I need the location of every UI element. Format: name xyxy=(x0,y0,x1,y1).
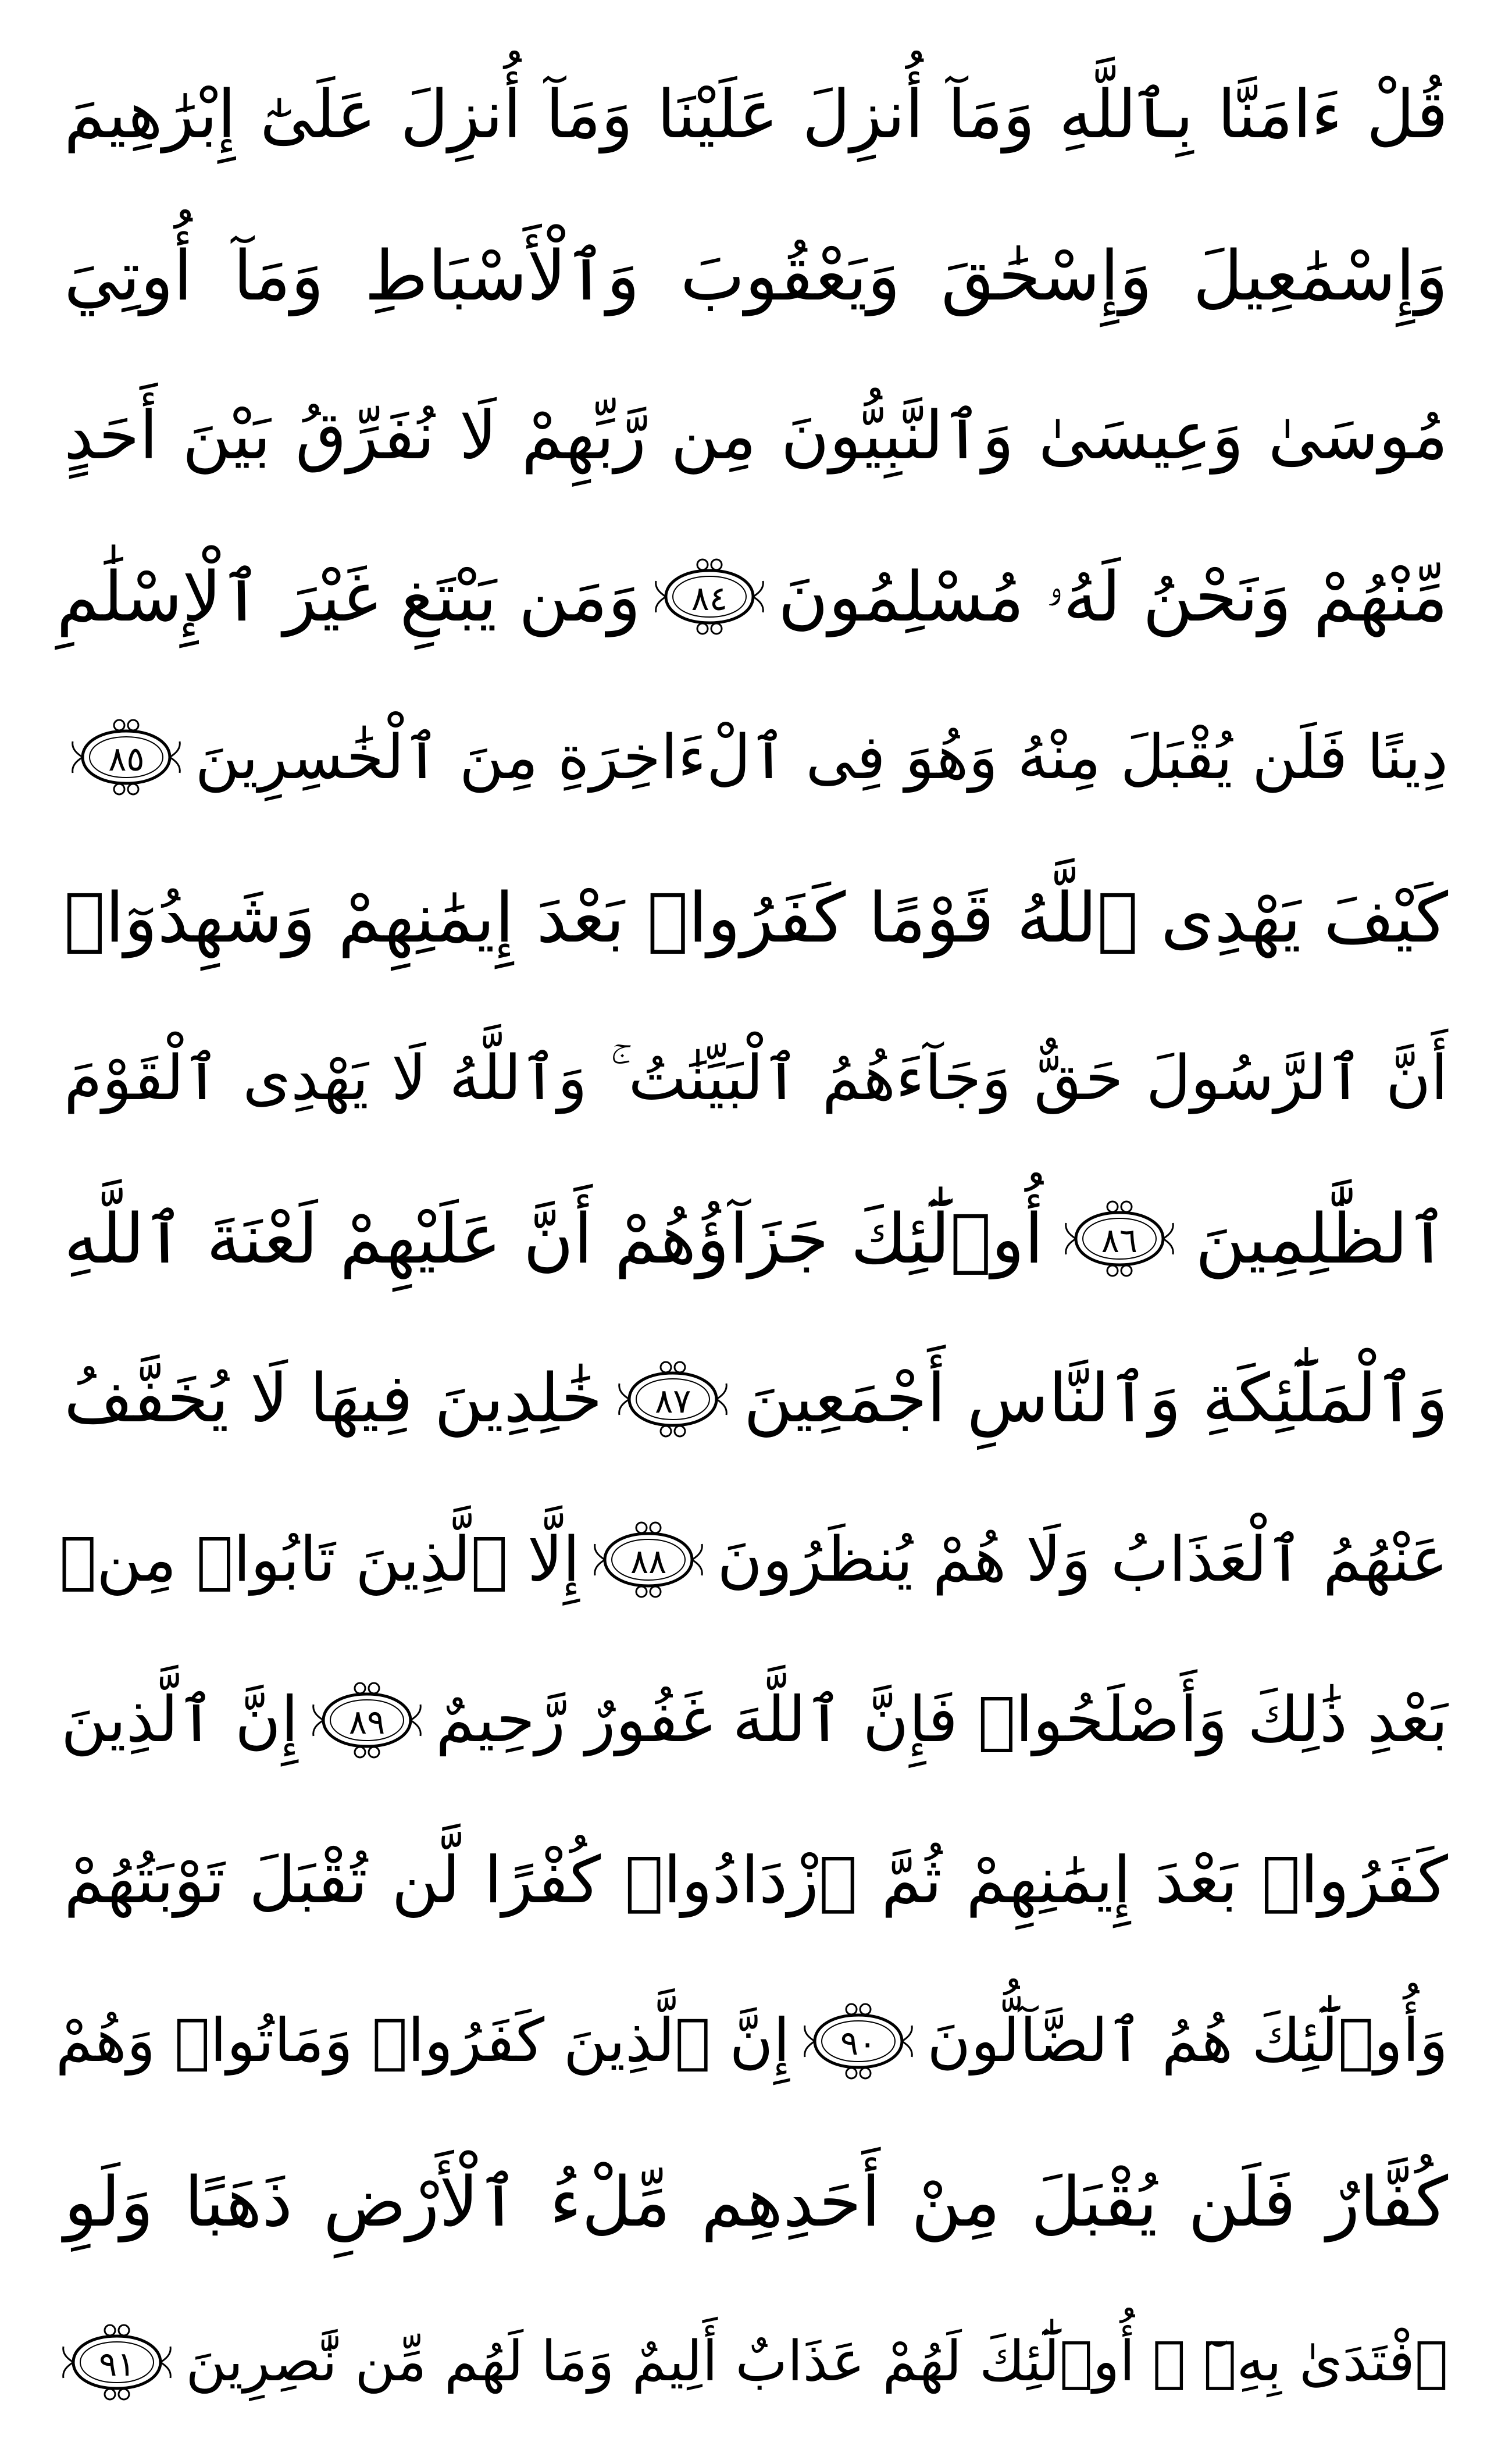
ayah-end-marker xyxy=(1061,1195,1178,1282)
verse-text: إِنَّ ٱلَّذِينَ كَفَرُوا۟ وَمَاتُوا۟ وَهُمْ xyxy=(55,2006,790,2076)
verse-text: عَنْهُمُ ٱلْعَذَابُ وَلَا هُمْ يُنظَرُونَ xyxy=(717,1523,1448,1596)
verse-text: ٱفْتَدَىٰ بِهِۦٓ ۗ أُو۟لَٰٓئِكَ لَهُمْ عَذَابٌ أَلِيمٌ وَمَا لَهُم مِّن نَّٰصِرِينَ xyxy=(186,2330,1448,2394)
verse-line xyxy=(64,1158,1448,1319)
verse-line xyxy=(59,1479,1448,1640)
verse-line xyxy=(64,677,1448,837)
ayah-number: ٨٩ xyxy=(348,1702,386,1742)
verse-text: إِنَّ ٱلَّذِينَ xyxy=(60,1684,299,1757)
verse-line xyxy=(64,356,1448,516)
verse-line xyxy=(60,1640,1448,1800)
ayah-number: ٨٦ xyxy=(1101,1221,1138,1260)
verse-text: كَيْفَ يَهْدِى ٱللَّهُ قَوْمًا كَفَرُوا۟ بَعْدَ إِيمَٰنِهِمْ وَشَهِدُوٓا۟ xyxy=(64,878,1448,958)
ayah-end-marker xyxy=(615,1356,731,1443)
verse-line xyxy=(64,998,1448,1158)
ayah-number: ٩٠ xyxy=(840,2023,877,2063)
verse-line xyxy=(64,1319,1448,1479)
verse-line xyxy=(64,35,1448,195)
verse-text: إِلَّا ٱلَّذِينَ تَابُوا۟ مِنۢ xyxy=(59,1523,580,1596)
verse-line xyxy=(64,2121,1448,2282)
verse-text: كَفَرُوا۟ بَعْدَ إِيمَٰنِهِمْ ثُمَّ ٱزْدَادُوا۟ كُفْرًا لَّن تُقْبَلَ تَوْبَتُهُمْ xyxy=(64,1842,1448,1918)
verse-text: قُلْ ءَامَنَّا بِٱللَّهِ وَمَآ أُنزِلَ عَلَيْنَا وَمَآ أُنزِلَ عَلَىٰٓ إِبْرَٰهِيمَ xyxy=(64,76,1448,154)
verse-text: بَعْدِ ذَٰلِكَ وَأَصْلَحُوا۟ فَإِنَّ ٱللَّهَ غَفُورٌ رَّحِيمٌ xyxy=(436,1684,1448,1757)
verse-text: وَإِسْمَٰعِيلَ وَإِسْحَٰقَ وَيَعْقُوبَ وَٱلْأَسْبَاطِ وَمَآ أُوتِيَ xyxy=(64,236,1448,316)
verse-line xyxy=(64,1800,1448,1961)
verse-text: مِّنْهُمْ وَنَحْنُ لَهُۥ مُسْلِمُونَ xyxy=(778,557,1448,637)
verse-text: وَأُو۟لَٰٓئِكَ هُمُ ٱلضَّآلُّونَ xyxy=(927,2006,1448,2076)
ayah-end-marker xyxy=(800,1998,917,2085)
ayah-end-marker xyxy=(309,1677,425,1764)
verse-text: خَٰلِدِينَ فِيهَا لَا يُخَفَّفُ xyxy=(64,1360,602,1438)
verse-line xyxy=(64,2282,1448,2443)
verse-line xyxy=(56,516,1448,677)
verse-text: مُوسَىٰ وَعِيسَىٰ وَٱلنَّبِيُّونَ مِن رَّبِّهِمْ لَا نُفَرِّقُ بَيْنَ أَحَدٍ xyxy=(64,397,1448,475)
ayah-number: ٨٨ xyxy=(630,1542,667,1581)
ayah-number: ٨٧ xyxy=(655,1381,691,1421)
verse-lines xyxy=(55,35,1448,2443)
verse-line xyxy=(55,1961,1448,2121)
verse-text: وَمَن يَبْتَغِ غَيْرَ ٱلْإِسْلَٰمِ xyxy=(56,557,641,637)
verse-text: أُو۟لَٰٓئِكَ جَزَآؤُهُمْ أَنَّ عَلَيْهِمْ لَعْنَةَ ٱللَّهِ xyxy=(64,1199,1044,1279)
verse-line xyxy=(64,195,1448,356)
ayah-end-marker xyxy=(59,2319,175,2406)
verse-text: وَٱلْمَلَٰٓئِكَةِ وَٱلنَّاسِ أَجْمَعِينَ xyxy=(743,1360,1448,1438)
ayah-number: ٨٥ xyxy=(108,739,145,779)
verse-text: كُفَّارٌ فَلَن يُقْبَلَ مِنْ أَحَدِهِم مِّلْءُ ٱلْأَرْضِ ذَهَبًا وَلَوِ xyxy=(64,2162,1448,2242)
verse-text: ٱلظَّٰلِمِينَ xyxy=(1195,1199,1448,1279)
verse-line xyxy=(64,837,1448,998)
ayah-number: ٨٤ xyxy=(691,579,728,618)
ayah-number: ٩١ xyxy=(99,2344,135,2384)
verse-text: دِينًا فَلَن يُقْبَلَ مِنْهُ وَهُوَ فِى ٱلْءَاخِرَةِ مِنَ ٱلْخَٰسِرِينَ xyxy=(195,721,1448,793)
ayah-end-marker xyxy=(68,714,184,801)
ayah-end-marker xyxy=(590,1516,707,1603)
ayah-end-marker xyxy=(651,553,768,640)
verse-text: أَنَّ ٱلرَّسُولَ حَقٌّ وَجَآءَهُمُ ٱلْبَيِّنَٰتُ ۚ وَٱللَّهُ لَا يَهْدِى ٱلْقَوْمَ xyxy=(64,1042,1448,1114)
